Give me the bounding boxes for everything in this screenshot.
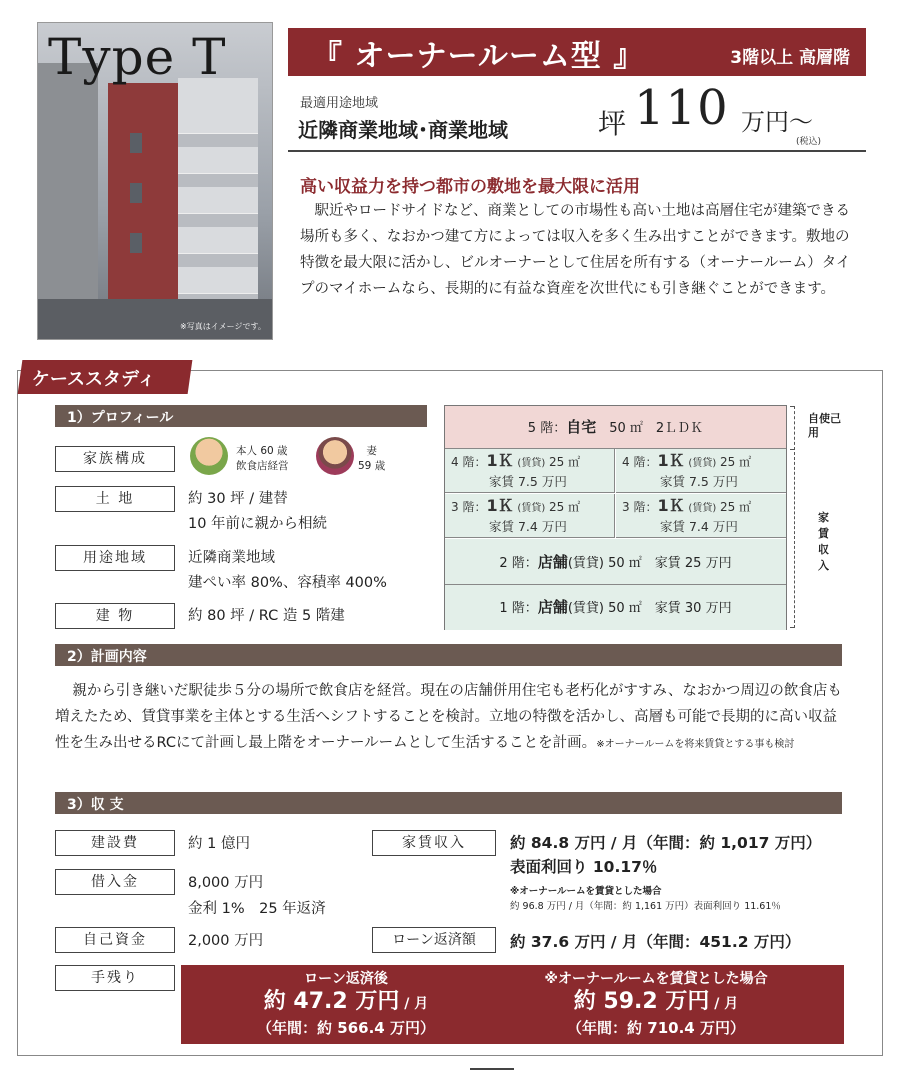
floor-4a-tag: (賃貸) bbox=[517, 458, 546, 469]
type-label: Type T bbox=[48, 28, 227, 86]
price-prefix: 坪 bbox=[598, 107, 627, 140]
floor-4b-rent: 家賃 7.5 万円 bbox=[660, 474, 738, 489]
floor-3b bbox=[616, 494, 786, 538]
zone-line-1: 近隣商業地域 bbox=[188, 550, 275, 566]
rent-note-2: 約 96.8 万円 / 月（年間：約 1,161 万円）表面利回り 11.61％ bbox=[510, 901, 781, 912]
floor-5-use: 自宅 bbox=[566, 418, 597, 436]
own-funds-label: 自己資金 bbox=[55, 927, 175, 953]
building-label: 建 物 bbox=[55, 603, 175, 629]
woman-role: 妻 bbox=[366, 445, 377, 457]
plan-body bbox=[55, 678, 845, 758]
case-study-tab bbox=[18, 360, 193, 394]
rent-value bbox=[510, 831, 821, 879]
rent-bracket bbox=[790, 452, 795, 628]
floor-3a-prefix: 3 階： bbox=[451, 500, 487, 514]
floor-5 bbox=[445, 406, 786, 449]
floor-1 bbox=[445, 585, 786, 630]
rent-label: 家賃収入 bbox=[372, 830, 496, 856]
rent-line-1: 約 84.8 万円 / 月（年間：約 1,017 万円） bbox=[510, 834, 822, 852]
man-avatar-icon bbox=[190, 437, 228, 475]
price-number: 110 bbox=[634, 80, 729, 136]
case-study-tab-label: ケーススタディ bbox=[31, 369, 156, 390]
loan-value bbox=[188, 872, 326, 920]
floor-3b-type: 1Ｋ bbox=[657, 496, 685, 515]
floor-3a-area: 25 ㎡ bbox=[545, 500, 581, 514]
alt-unit: / 月 bbox=[709, 996, 739, 1012]
floor-4a-prefix: 4 階： bbox=[451, 455, 487, 469]
page-marker bbox=[470, 1068, 514, 1070]
floor-5-detail: 50 ㎡ 2ＬＤＫ bbox=[609, 421, 704, 436]
after-year: （年間：約 566.4 万円） bbox=[257, 1019, 435, 1037]
family-label: 家族構成 bbox=[55, 446, 175, 472]
land-line-1: 約 30 坪 / 建替 bbox=[188, 491, 288, 507]
own-funds-value: 2,000 万円 bbox=[188, 933, 264, 949]
rent-note-1: ※オーナールームを賃貸とした場合 bbox=[510, 886, 662, 897]
woman-avatar-icon bbox=[316, 437, 354, 475]
repay-label: ローン返済額 bbox=[372, 927, 496, 953]
banner-title: 『 オーナールーム型 』 bbox=[312, 39, 645, 74]
usage-label: 最適用途地域 bbox=[300, 96, 379, 111]
floor-4a bbox=[445, 449, 615, 493]
income-heading: 3）収 支 bbox=[55, 792, 842, 814]
loan-line-2: 金利 1% 25 年返済 bbox=[188, 901, 326, 917]
loan-label: 借入金 bbox=[55, 869, 175, 895]
floor-1-use: 店舗 bbox=[537, 598, 568, 616]
floor-4b-type: 1Ｋ bbox=[657, 451, 685, 470]
rent-note bbox=[510, 884, 781, 914]
floor-3a-tag: (賃貸) bbox=[517, 503, 546, 514]
floor-5-prefix: 5 階： bbox=[527, 421, 567, 436]
floor-4a-rent: 家賃 7.5 万円 bbox=[489, 474, 567, 489]
banner-subtitle: 3階以上 高層階 bbox=[730, 48, 850, 68]
zone-value bbox=[188, 547, 387, 594]
land-line-2: 10 年前に親から相続 bbox=[188, 516, 328, 532]
plan-note: ※オーナールームを将来賃貸とする事も検討 bbox=[596, 739, 795, 750]
lead-title: 高い収益力を持つ都市の敷地を最大限に活用 bbox=[300, 177, 640, 197]
plan-heading: 2）計画内容 bbox=[55, 644, 842, 666]
remain-after-loan bbox=[221, 965, 471, 1038]
alt-amount: 約 59.2 万円 bbox=[573, 989, 710, 1014]
floor-3b-tag: (賃貸) bbox=[688, 503, 717, 514]
man-info bbox=[236, 444, 289, 474]
floor-1-prefix: 1 階： bbox=[499, 601, 538, 616]
floor-2-use: 店舗 bbox=[537, 553, 568, 571]
floor-3a-type: 1Ｋ bbox=[486, 496, 514, 515]
floor-4a-area: 25 ㎡ bbox=[545, 455, 581, 469]
floor-4b-prefix: 4 階： bbox=[622, 455, 658, 469]
land-label: 土 地 bbox=[55, 486, 175, 512]
floor-4b bbox=[616, 449, 786, 493]
floor-2-detail: (賃貸) 50 ㎡ 家賃 25 万円 bbox=[567, 556, 732, 571]
remain-box bbox=[181, 965, 844, 1044]
floor-4a-type: 1Ｋ bbox=[486, 451, 514, 470]
header-divider bbox=[288, 150, 866, 152]
floor-1-detail: (賃貸) 50 ㎡ 家賃 30 万円 bbox=[567, 601, 732, 616]
alt-year: （年間：約 710.4 万円） bbox=[567, 1019, 745, 1037]
building-value: 約 80 坪 / RC 造 5 階建 bbox=[188, 608, 345, 624]
repay-value: 約 37.6 万円 / 月（年間：451.2 万円） bbox=[510, 933, 801, 951]
after-amount: 約 47.2 万円 bbox=[263, 989, 400, 1014]
zone-line-2: 建ぺい率 80%、容積率 400% bbox=[188, 575, 387, 591]
rent-income-label: 家賃収入 bbox=[818, 511, 829, 572]
price-tax: (税込) bbox=[796, 137, 822, 147]
floor-3a bbox=[445, 494, 615, 538]
zone-label: 用途地域 bbox=[55, 545, 175, 571]
floor-diagram bbox=[444, 405, 787, 630]
after-heading: ローン返済後 bbox=[304, 971, 388, 987]
woman-age: 59 歳 bbox=[358, 460, 386, 472]
plan-text: 親から引き継いだ駅徒歩５分の場所で飲食店を経営。現在の店舗併用住宅も老朽化がすすみ、なおかつ周辺の飲食店も増えたため、賃貸事業を主体とする生活へシフトすることを検討。立地の特徴を活かし、高層も可能で長期的に高い収益性を生み出せるRCにて計画し最上階をオーナールームとして生活することを計画。 bbox=[55, 683, 842, 751]
usage-value: 近隣商業地域･商業地域 bbox=[298, 118, 508, 142]
remain-label: 手残り bbox=[55, 965, 175, 991]
cost-label: 建設費 bbox=[55, 830, 175, 856]
land-value bbox=[188, 488, 327, 535]
floor-3b-prefix: 3 階： bbox=[622, 500, 658, 514]
floor-2-prefix: 2 階： bbox=[499, 556, 538, 571]
man-job: 飲食店経営 bbox=[236, 460, 289, 472]
photo-note: ※写真はイメージです。 bbox=[180, 322, 266, 331]
floor-3a-rent: 家賃 7.4 万円 bbox=[489, 519, 567, 534]
rent-yield: 表面利回り 10.17％ bbox=[510, 858, 658, 876]
floor-2 bbox=[445, 539, 786, 585]
loan-line-1: 8,000 万円 bbox=[188, 875, 264, 891]
self-use-label: 自使己用 bbox=[808, 412, 841, 439]
price-unit: 万円～ bbox=[741, 108, 813, 136]
cost-value: 約 1 億円 bbox=[188, 836, 250, 852]
floor-4b-area: 25 ㎡ bbox=[716, 455, 752, 469]
lead-body: 駅近やロードサイドなど、商業としての市場性も高い土地は高層住宅が建築できる場所も多く、なおかつ建て方によっては収入を多く生み出すことができます。敷地の特徴を最大限に活かし、ビルオーナーとして住居を所有する（オーナールーム）タイプのマイホームなら、長期的に有益な資産を次世代にも引き継ぐことができます。 bbox=[300, 203, 851, 297]
title-banner bbox=[288, 28, 866, 76]
remain-alt bbox=[501, 965, 811, 1038]
woman-info bbox=[358, 444, 385, 474]
alt-heading: ※オーナールームを賃貸とした場合 bbox=[544, 971, 768, 987]
profile-heading: 1）プロフィール bbox=[55, 405, 427, 427]
after-unit: / 月 bbox=[399, 996, 429, 1012]
floor-4b-tag: (賃貸) bbox=[688, 458, 717, 469]
floor-3b-area: 25 ㎡ bbox=[716, 500, 752, 514]
self-use-bracket bbox=[790, 406, 795, 450]
floor-3b-rent: 家賃 7.4 万円 bbox=[660, 519, 738, 534]
man-age: 本人 60 歳 bbox=[236, 445, 288, 457]
